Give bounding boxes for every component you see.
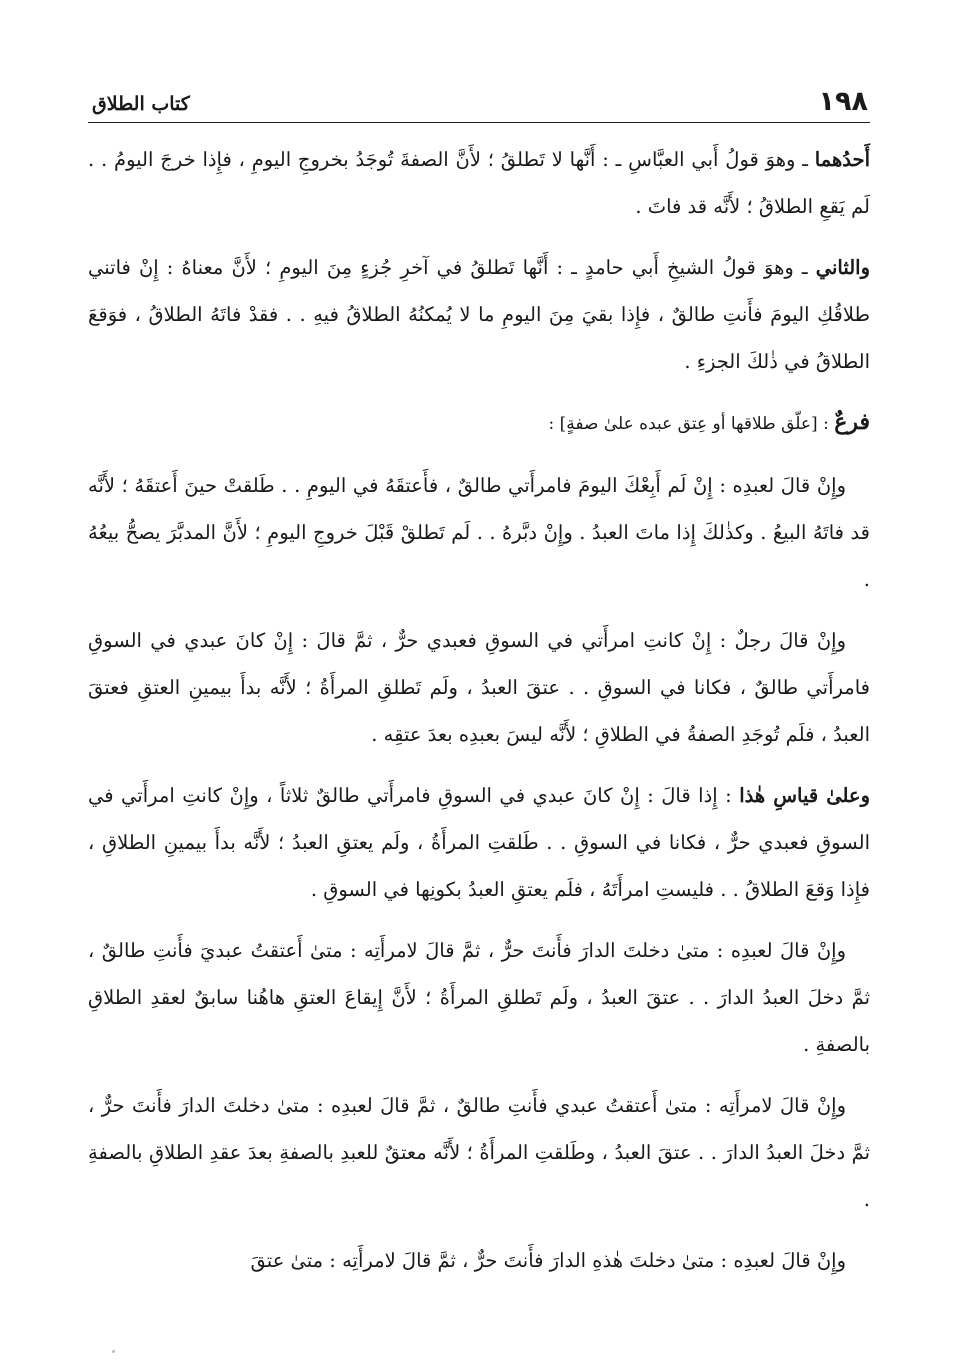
scan-speck — [112, 1350, 115, 1353]
running-title: كتاب الطلاق — [92, 93, 190, 115]
paragraph: وإِنْ قالَ لعبدِه : متىٰ دخلتَ الدارَ فأَنتَ حرٌّ ، ثمَّ قالَ لامرأَتِه : متىٰ أَعتقتُ عبديَ فأَنتِ طالقٌ ، ثمَّ دخلَ العبدُ الدارَ . . عتقَ العبدُ ، ولَم تَطلقِ المرأَةُ ؛ لأَنَّ إِيقاعَ العتقِ هاهُنا سابقٌ لعقدِ الطلاقِ بالصفةِ . — [88, 939, 870, 1056]
paragraph: وإِنْ قالَ رجلٌ : إِنْ كانتِ امرأَتي في السوقِ فعبدي حرٌّ ، ثمَّ قالَ : إِنْ كانَ عبدي في السوقِ فامرأَتي طالقٌ ، فكانا في السوقِ . . عتقَ العبدُ ، ولَم تَطلقِ المرأَةُ ؛ لأَنَّه بدأَ بيمينِ العتقِ فعتقَ العبدُ ، فلَم تُوجَدِ الصفةُ في الطلاقِ ؛ لأَنَّه ليسَ بعبدِه بعدَ عتقِه . — [88, 629, 870, 746]
paragraph-first-opinion — [88, 136, 870, 230]
paragraph-lead: أَحدُهما — [814, 148, 870, 171]
paragraph-analogy — [88, 772, 870, 913]
paragraph-text: ـ وهوَ قولُ أَبي العبَّاسِ ـ : أَنَّها لا تَطلقُ ؛ لأَنَّ الصفةَ تُوجَدُ بخروجِ اليومِ ، فإِذا خرجَ اليومُ . . لَم يَقعِ الطلاقُ ؛ لأَنَّه قد فاتَ . — [88, 148, 870, 218]
paragraph: وإِنْ قالَ لعبدِه : إِنْ لَم أَبِعْكَ اليومَ فامرأَتي طالقٌ ، فأَعتقَهُ في اليومِ . . طَلقتْ حينَ أَعتقَهُ ؛ لأَنَّه قد فاتَهُ البيعُ . وكذٰلكَ إِذا ماتَ العبدُ . وإِنْ دبَّرهُ . . لَم تَطلقْ قَبْلَ خروجِ اليومِ ؛ لأَنَّ المدبَّرَ يصحُّ بيعُهُ . — [88, 474, 870, 591]
paragraph-text: ـ وهوَ قولُ الشيخِ أَبي حامدٍ ـ : أَنَّها تَطلقُ في آخرِ جُزءٍ مِنَ اليومِ ؛ لأَنَّ معناهُ : إِنْ فاتني طلاقُكِ اليومَ فأَنتِ طالقٌ ، فإِذا بقيَ مِنَ اليومِ ما لا يُمكنُهُ الطلاقُ فيهِ . . فقدْ فاتَهُ الطلاقُ ، فوَقعَ الطلاقُ في ذٰلكَ الجزءِ . — [88, 256, 870, 373]
section-heading — [88, 399, 870, 448]
paragraph-second-opinion — [88, 244, 870, 385]
page-header — [88, 86, 870, 123]
paragraph-lead: والثاني — [815, 256, 870, 279]
section-heading-title: : [علّق طلاقها أو عِتق عبده علىٰ صفةٍ] : — [548, 414, 835, 434]
paragraph: وإِنْ قالَ لعبدِه : متىٰ دخلتَ هٰذهِ الدارَ فأَنتَ حرٌّ ، ثمَّ قالَ لامرأَتِه : متىٰ عتقَ — [250, 1249, 846, 1272]
page-body — [88, 136, 870, 1298]
paragraph: وإِنْ قالَ لامرأَتِه : متىٰ أَعتقتُ عبدي فأَنتِ طالقٌ ، ثمَّ قالَ لعبدِه : متىٰ دخلتَ الدارَ فأَنتَ حرٌّ ، ثمَّ دخلَ العبدُ الدارَ . . عتقَ العبدُ ، وطَلقتِ المرأَةُ ؛ لأَنَّه معتقٌ للعبدِ بالصفةِ بعدَ عقدِ الطلاقِ بالصفةِ . — [88, 1094, 870, 1211]
paragraph-lead: وعلىٰ قياسِ هٰذا — [739, 784, 870, 807]
section-heading-label: فرعٌ — [834, 409, 870, 435]
page-number: ١٩٨ — [818, 86, 868, 117]
paragraph-text: : إِذا قالَ : إِنْ كانَ عبدي في السوقِ فامرأَتي طالقٌ ثلاثاً ، وإِنْ كانتِ امرأَتي في السوقِ فعبدي حرٌّ ، فكانا في السوقِ . . طَلقتِ المرأَةُ ، ولَم يعتقِ العبدُ ؛ لأَنَّه بدأَ بيمينِ الطلاقِ ، فإِذا وَقعَ الطلاقُ . . فليستِ امرأَتَهُ ، فلَم يعتقِ العبدُ بكونِها في السوقِ . — [88, 784, 870, 901]
